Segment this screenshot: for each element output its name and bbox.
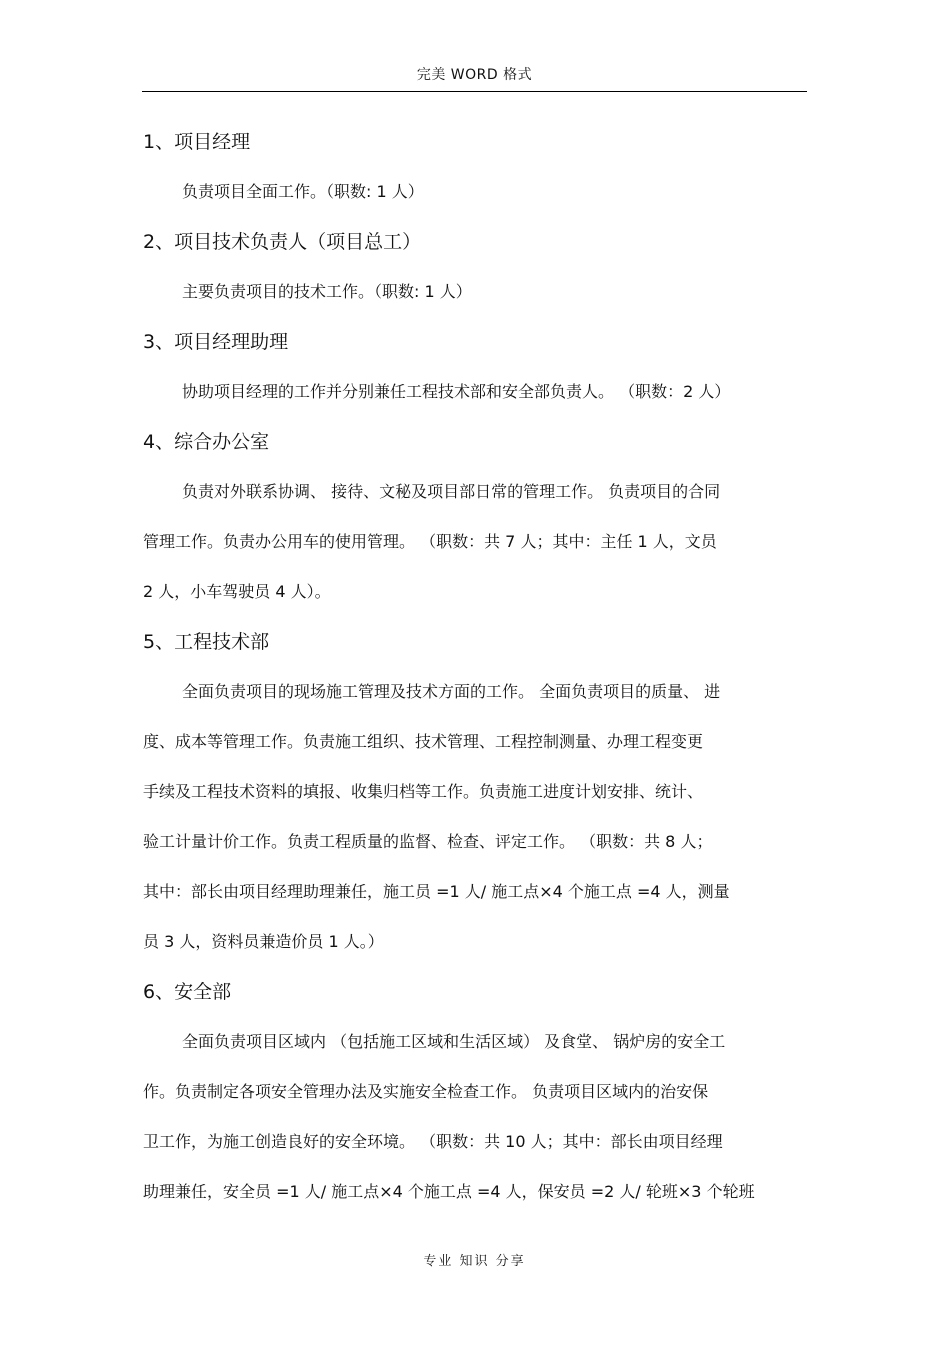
section-heading: 5、工程技术部	[143, 631, 270, 653]
section-1	[143, 120, 806, 220]
paragraph-line: 负责项目全面工作。（职数: 1 人）	[182, 182, 424, 201]
paragraph-line: 负责对外联系协调、 接待、文秘及项目部日常的管理工作。 负责项目的合同	[182, 482, 721, 501]
paragraph-line: 主要负责项目的技术工作。（职数: 1 人）	[182, 282, 472, 301]
page-footer: 专业 知识 分享	[423, 1254, 526, 1269]
section-heading: 3、项目经理助理	[143, 331, 289, 353]
paragraph-line: 员 3 人，资料员兼造价员 1 人。）	[143, 932, 384, 951]
paragraph-line: 协助项目经理的工作并分别兼任工程技术部和安全部负责人。 （职数：2 人）	[182, 382, 731, 401]
section-4	[143, 420, 806, 620]
paragraph-line: 2 人，小车驾驶员 4 人）。	[143, 582, 331, 601]
section-6	[143, 970, 806, 1220]
section-heading: 6、安全部	[143, 981, 232, 1003]
section-heading: 4、综合办公室	[143, 431, 270, 453]
section-3	[143, 320, 806, 420]
paragraph-line: 其中：部长由项目经理助理兼任，施工员 =1 人/ 施工点×4 个施工点 =4 人，测量	[143, 882, 730, 901]
section-heading: 2、项目技术负责人（项目总工）	[143, 231, 422, 253]
paragraph-line: 度、成本等管理工作。负责施工组织、技术管理、工程控制测量、办理工程变更	[143, 732, 704, 751]
document-body	[143, 120, 806, 1220]
paragraph-line: 卫工作，为施工创造良好的安全环境。 （职数：共 10 人；其中：部长由项目经理	[143, 1132, 723, 1151]
paragraph-line: 验工计量计价工作。负责工程质量的监督、检查、评定工作。 （职数：共 8 人；	[143, 832, 713, 851]
paragraph-line: 手续及工程技术资料的填报、收集归档等工作。负责施工进度计划安排、统计、	[143, 782, 704, 801]
paragraph-line: 作。负责制定各项安全管理办法及实施安全检查工作。 负责项目区域内的治安保	[143, 1082, 709, 1101]
paragraph-line: 全面负责项目的现场施工管理及技术方面的工作。 全面负责项目的质量、 进	[182, 682, 721, 701]
paragraph-line: 助理兼任，安全员 =1 人/ 施工点×4 个施工点 =4 人，保安员 =2 人/ 轮班×3 个轮班	[143, 1182, 755, 1201]
paragraph-line: 全面负责项目区域内 （包括施工区域和生活区域） 及食堂、 锅炉房的安全工	[182, 1032, 726, 1051]
section-heading: 1、项目经理	[143, 131, 251, 153]
section-2	[143, 220, 806, 320]
paragraph-line: 管理工作。负责办公用车的使用管理。 （职数：共 7 人；其中：主任 1 人，文员	[143, 532, 717, 551]
page-header: 完美 WORD 格式	[142, 64, 807, 92]
section-5	[143, 620, 806, 970]
